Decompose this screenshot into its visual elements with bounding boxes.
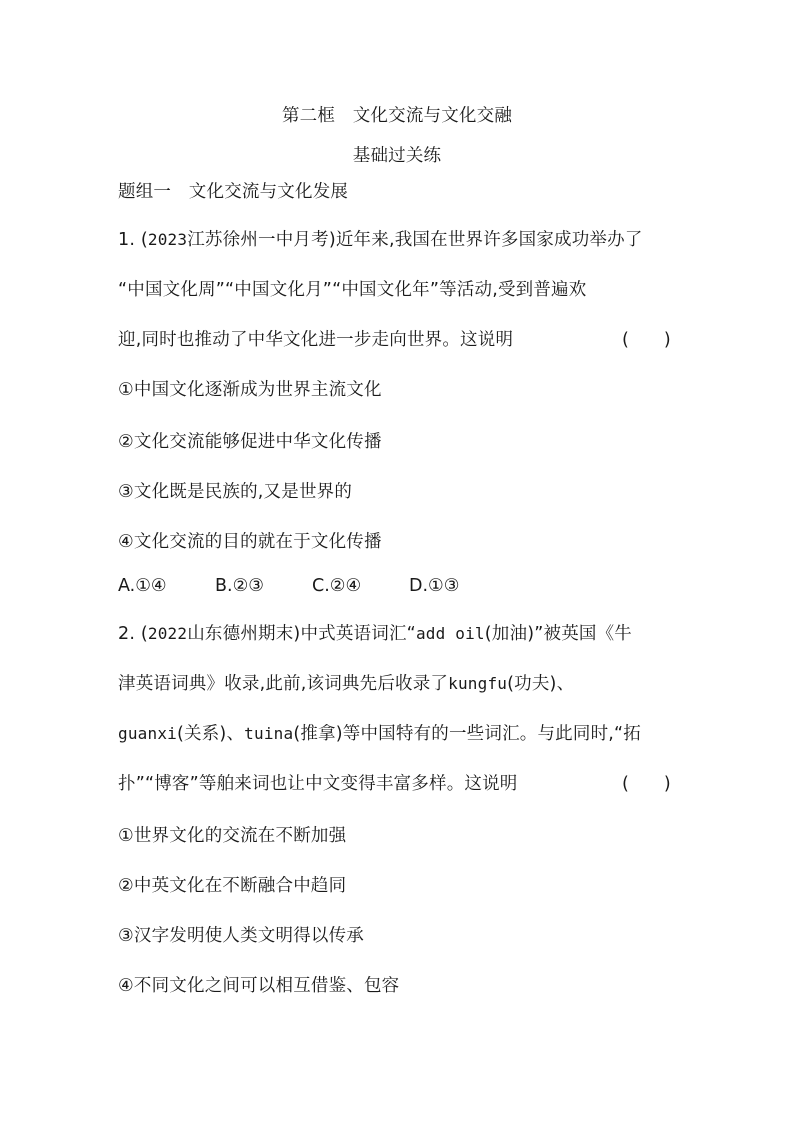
- q2-stem-line-1-text-b: (加油)”被英国《牛: [484, 624, 633, 644]
- q2-english-guanxi: guanxi: [118, 724, 177, 743]
- q2-answer-bracket[interactable]: ( ): [622, 774, 671, 794]
- q2-english-tuina: tuina: [244, 724, 294, 743]
- q1-item-2: ②文化交流能够促进中华文化传播: [118, 432, 382, 452]
- q1-options: [118, 574, 506, 598]
- q2-stem-line-2-text-b: (功夫)、: [507, 674, 575, 694]
- q1-stem-line-3: 迎,同时也推动了中华文化进一步走向世界。这说明: [118, 330, 514, 350]
- q1-option-d[interactable]: D.①③: [409, 576, 460, 596]
- q2-item-3: ③汉字发明使人类文明得以传承: [118, 926, 364, 946]
- q2-item-1: ①世界文化的交流在不断加强: [118, 826, 347, 846]
- q2-stem-line-3-text-b: (推拿)等中国特有的一些词汇。与此同时,“拓: [293, 724, 642, 744]
- section-title: 第二框 文化交流与文化交融: [281, 106, 513, 126]
- q1-answer-bracket[interactable]: ( ): [622, 330, 671, 350]
- q2-item-4: ④不同文化之间可以相互借鉴、包容: [118, 976, 400, 996]
- q2-item-2: ②中英文化在不断融合中趋同: [118, 876, 347, 896]
- q1-year: 2023: [147, 230, 188, 249]
- q2-stem-line-1-text-a: 山东德州期末)中式英语词汇“: [187, 624, 416, 644]
- q2-english-add-oil: add oil: [415, 624, 485, 643]
- q1-item-4: ④文化交流的目的就在于文化传播: [118, 532, 382, 552]
- q1-number: 1. (: [118, 230, 148, 250]
- q2-stem-line-3-text-a: (关系)、: [177, 724, 245, 744]
- question-group-label: 题组一 文化交流与文化发展: [118, 182, 349, 202]
- q2-stem-line-2: [118, 672, 574, 696]
- q1-stem-line-2: “中国文化周”“中国文化月”“中国文化年”等活动,受到普遍欢: [118, 280, 587, 300]
- q2-year: 2022: [147, 624, 188, 643]
- q1-stem-line-1-text: 江苏徐州一中月考)近年来,我国在世界许多国家成功举办了: [187, 230, 643, 250]
- q1-option-a[interactable]: A.①④: [118, 576, 167, 596]
- q2-stem-line-2-text-a: 津英语词典》收录,此前,该词典先后收录了: [118, 674, 449, 694]
- q2-number: 2. (: [118, 624, 148, 644]
- q2-english-kungfu: kungfu: [448, 674, 508, 693]
- q2-stem-line-1: [118, 622, 632, 646]
- q2-stem-line-3: [118, 722, 641, 746]
- section-subtitle: 基础过关练: [352, 146, 442, 166]
- q2-stem-line-4: 扑”“博客”等舶来词也让中文变得丰富多样。这说明: [118, 774, 518, 794]
- q1-item-1: ①中国文化逐渐成为世界主流文化: [118, 380, 382, 400]
- q1-option-b[interactable]: B.②③: [215, 576, 264, 596]
- q1-item-3: ③文化既是民族的,又是世界的: [118, 482, 353, 502]
- q1-option-c[interactable]: C.②④: [312, 576, 362, 596]
- q1-stem-line-1: [118, 228, 643, 252]
